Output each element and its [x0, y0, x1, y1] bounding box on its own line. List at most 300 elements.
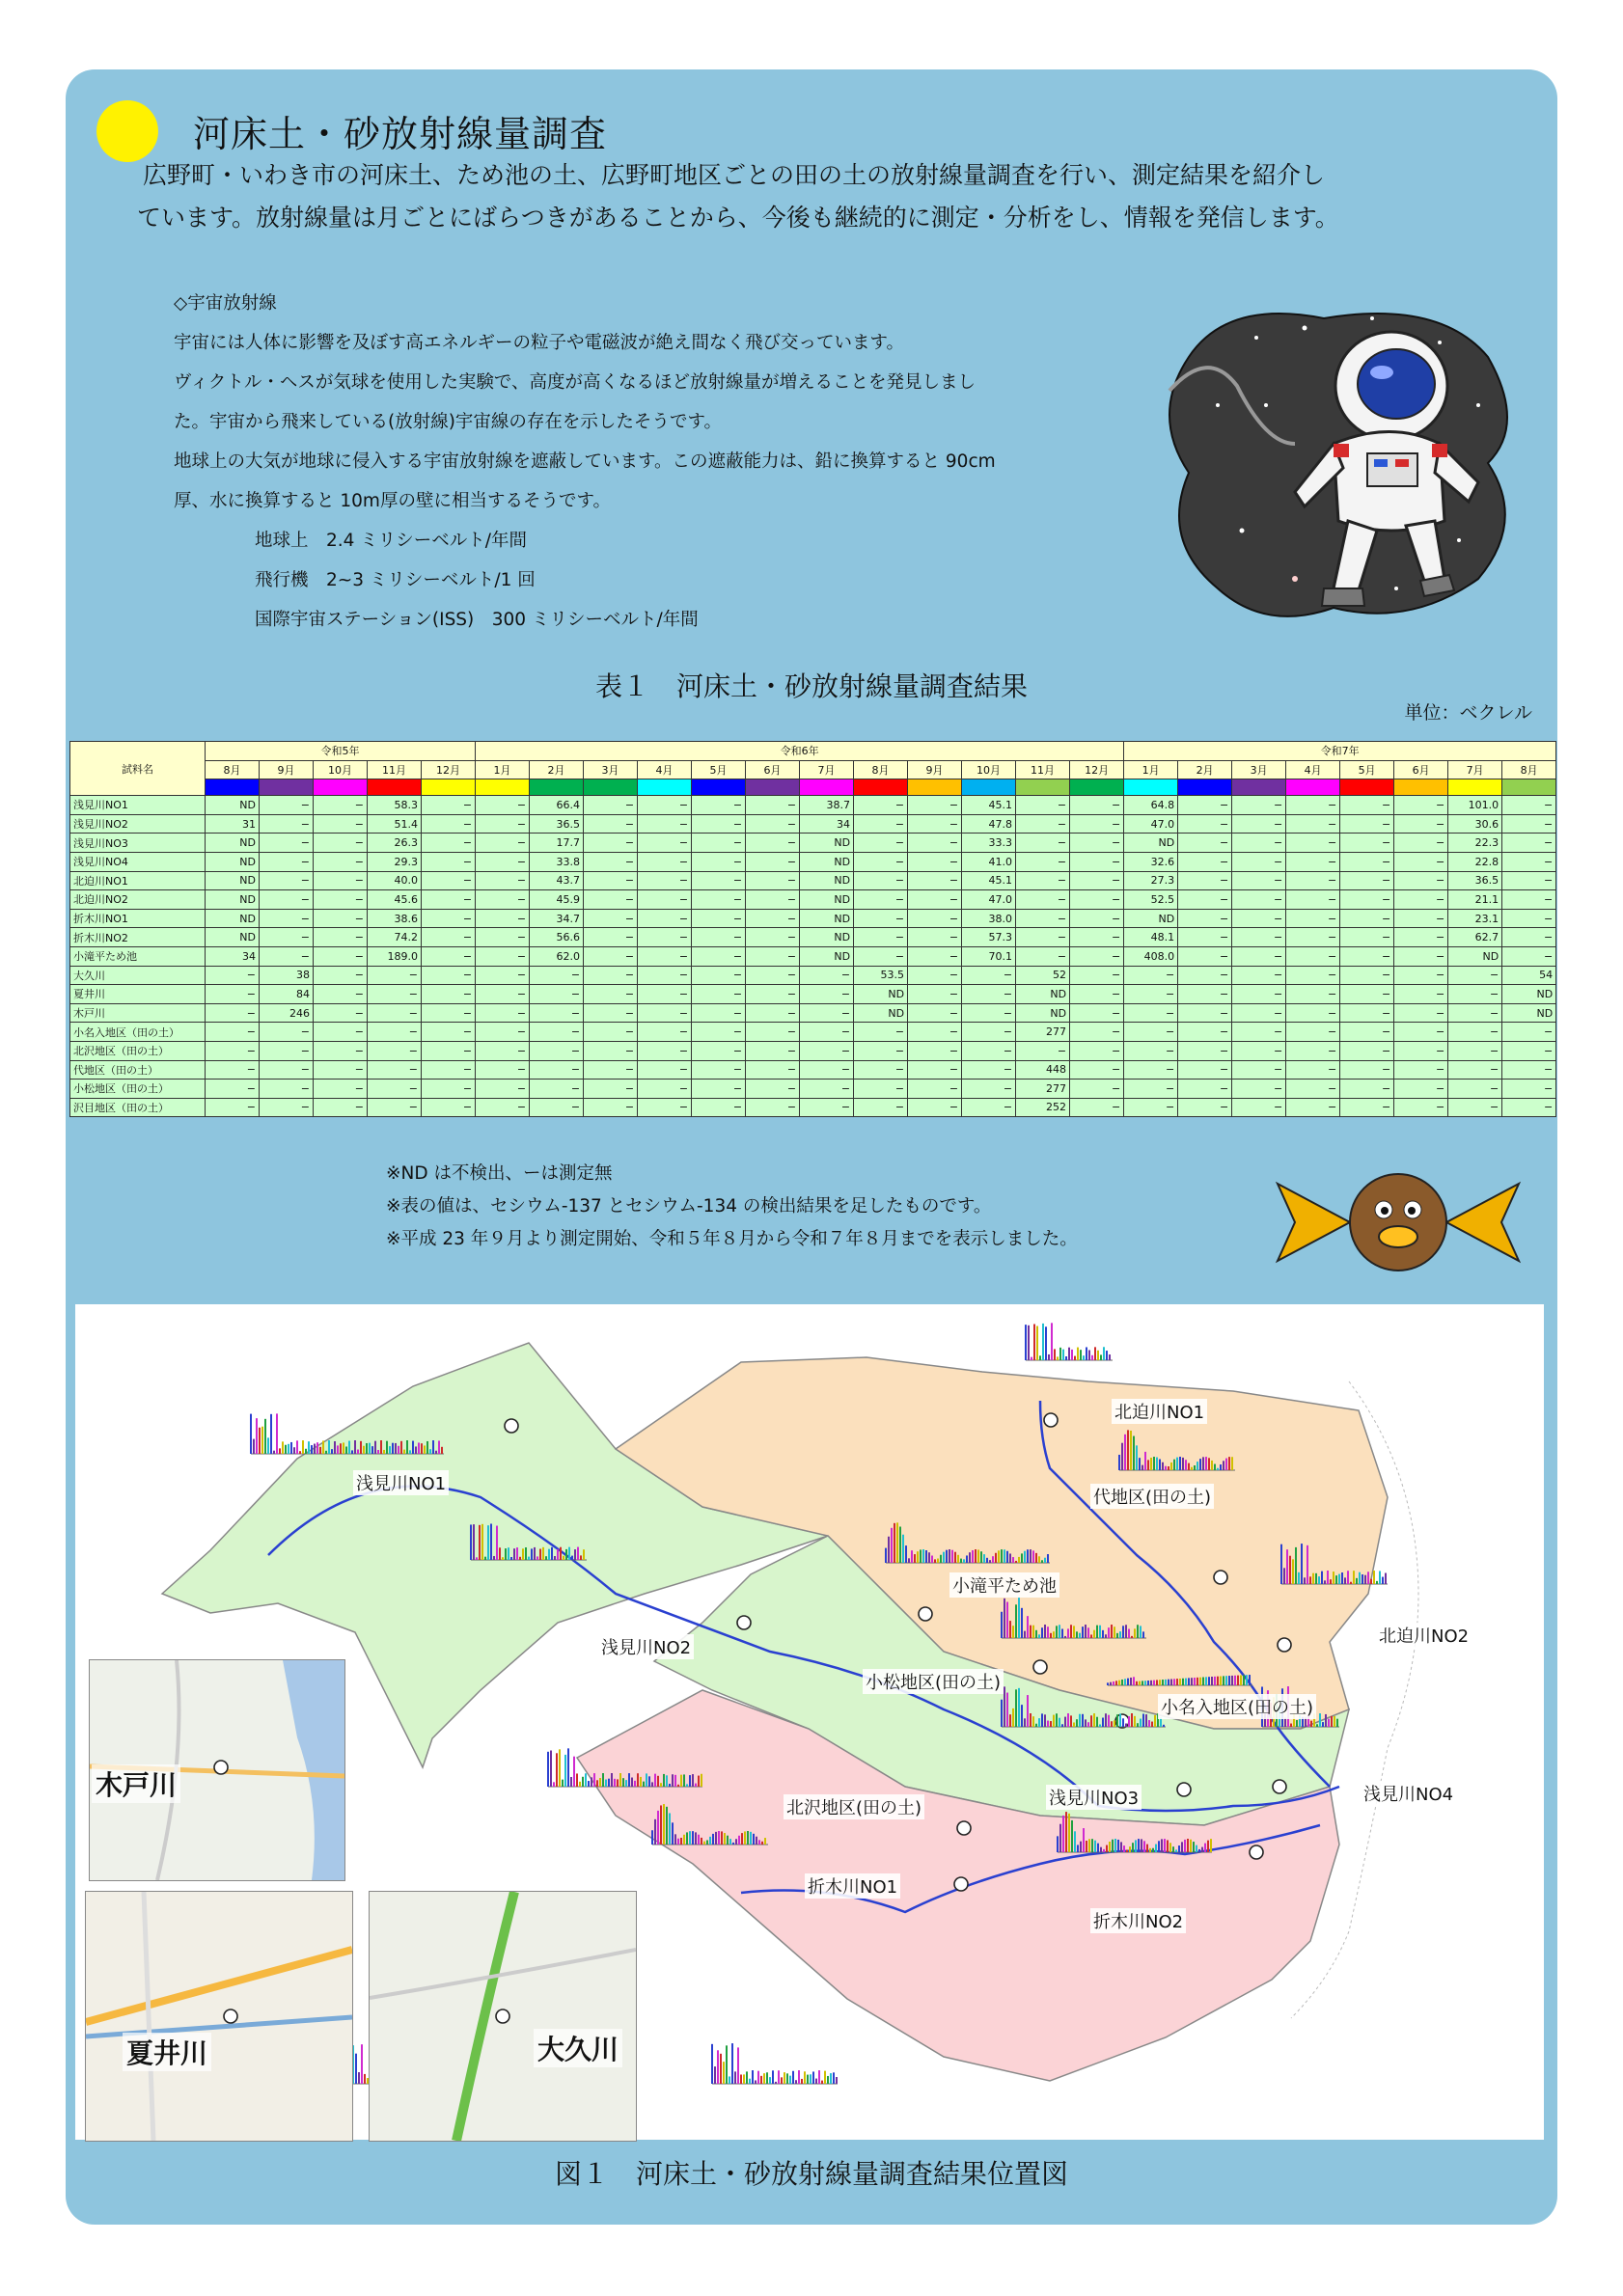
value-cell: − — [476, 1098, 530, 1117]
value-cell: − — [1394, 814, 1448, 834]
value-cell: − — [962, 1080, 1016, 1099]
sample-name: 北迫川NO1 — [70, 871, 206, 890]
month-header: 5月 — [1340, 760, 1394, 779]
value-cell: − — [638, 834, 692, 853]
color-swatch — [314, 779, 368, 796]
value-cell: − — [1232, 871, 1286, 890]
value-cell: − — [1502, 852, 1556, 871]
value-cell: − — [1394, 1041, 1448, 1060]
value-cell: − — [638, 928, 692, 947]
sample-name: 浅見川NO2 — [70, 814, 206, 834]
color-swatch — [476, 779, 530, 796]
value-cell: − — [206, 985, 260, 1004]
value-cell: 277 — [1016, 1080, 1070, 1099]
value-cell: − — [260, 946, 314, 966]
value-cell: − — [908, 966, 962, 985]
value-cell: − — [584, 966, 638, 985]
figure-caption: 図１ 河床土・砂放射線量調査結果位置図 — [554, 2158, 1068, 2190]
month-header: 11月 — [1016, 760, 1070, 779]
value-cell: − — [1448, 1060, 1502, 1080]
value-cell: 54 — [1502, 966, 1556, 985]
value-cell: − — [800, 1098, 854, 1117]
value-cell: − — [1016, 890, 1070, 910]
month-header: 11月 — [368, 760, 422, 779]
month-header: 3月 — [1232, 760, 1286, 779]
value-cell: 33.8 — [530, 852, 584, 871]
value-cell: − — [908, 1060, 962, 1080]
value-cell: − — [1502, 1080, 1556, 1099]
value-cell: − — [692, 852, 746, 871]
value-cell: − — [1448, 1098, 1502, 1117]
value-cell: − — [1394, 909, 1448, 928]
value-cell: − — [260, 834, 314, 853]
value-cell: − — [1178, 1041, 1232, 1060]
value-cell: 23.1 — [1448, 909, 1502, 928]
year-header: 令和5年 — [206, 742, 476, 761]
value-cell: − — [1340, 966, 1394, 985]
value-cell: − — [1070, 834, 1124, 853]
value-cell: − — [1286, 852, 1340, 871]
value-cell: − — [746, 1060, 800, 1080]
color-swatch — [638, 779, 692, 796]
map-label: 折木川NO2 — [1090, 1908, 1186, 1933]
value-cell: 47.8 — [962, 814, 1016, 834]
value-cell: − — [638, 871, 692, 890]
value-cell: − — [746, 852, 800, 871]
value-cell: − — [1340, 1060, 1394, 1080]
value-cell: ND — [800, 890, 854, 910]
map-label: 浅見川NO2 — [598, 1634, 694, 1659]
value-cell: − — [314, 796, 368, 815]
value-cell: − — [800, 1023, 854, 1042]
value-cell: − — [692, 1003, 746, 1023]
map-label: 浅見川NO3 — [1046, 1785, 1142, 1810]
results-table — [69, 741, 1556, 1117]
month-header: 12月 — [1070, 760, 1124, 779]
value-cell: − — [1394, 1080, 1448, 1099]
text-line: た。宇宙から飛来している(放射線)宇宙線の存在を示したそうです。 — [174, 412, 722, 432]
value-cell: − — [422, 796, 476, 815]
sample-name-header: 試料名 — [70, 742, 206, 796]
color-swatch — [422, 779, 476, 796]
value-cell: − — [854, 1098, 908, 1117]
value-cell: − — [1394, 834, 1448, 853]
value-cell: 36.5 — [1448, 871, 1502, 890]
color-swatch — [1394, 779, 1448, 796]
value-cell: − — [1178, 1023, 1232, 1042]
value-cell: − — [908, 871, 962, 890]
value-cell: 62.0 — [530, 946, 584, 966]
value-cell: − — [854, 852, 908, 871]
value-cell: − — [314, 814, 368, 834]
value-cell: − — [854, 796, 908, 815]
value-cell: − — [638, 814, 692, 834]
color-swatch — [800, 779, 854, 796]
value-cell: − — [1232, 814, 1286, 834]
value-cell: − — [476, 1060, 530, 1080]
value-cell: ND — [800, 928, 854, 947]
value-cell: − — [1286, 871, 1340, 890]
value-cell: − — [908, 946, 962, 966]
value-cell: − — [1286, 928, 1340, 947]
value-cell: ND — [800, 909, 854, 928]
value-cell: − — [422, 1003, 476, 1023]
value-cell: − — [368, 985, 422, 1004]
value-cell: − — [206, 1098, 260, 1117]
text-line: 宇宙には人体に影響を及ぼす高エネルギーの粒子や電磁波が絶え間なく飛び交っています。 — [174, 333, 905, 353]
value-cell: − — [1232, 928, 1286, 947]
value-cell: 41.0 — [962, 852, 1016, 871]
value-cell: − — [1124, 966, 1178, 985]
value-cell: 45.1 — [962, 796, 1016, 815]
month-header: 1月 — [1124, 760, 1178, 779]
value-cell: − — [1070, 985, 1124, 1004]
value-cell: − — [1070, 1023, 1124, 1042]
value-cell: − — [206, 1041, 260, 1060]
value-cell: − — [1178, 1080, 1232, 1099]
value-cell: − — [1178, 890, 1232, 910]
sample-name: 北迫川NO2 — [70, 890, 206, 910]
value-cell: − — [746, 1003, 800, 1023]
value-cell: − — [692, 1060, 746, 1080]
value-cell: − — [746, 890, 800, 910]
value-cell: − — [854, 871, 908, 890]
value-cell: − — [422, 890, 476, 910]
color-swatch — [746, 779, 800, 796]
map-label: 折木川NO1 — [805, 1873, 900, 1899]
value-cell: − — [746, 1098, 800, 1117]
map-label: 小松地区(田の土) — [863, 1669, 1004, 1694]
value-cell: − — [1286, 890, 1340, 910]
value-cell: − — [692, 1080, 746, 1099]
unit-label: 単位：ベクレル — [1404, 702, 1532, 724]
value-cell: − — [908, 1041, 962, 1060]
month-header: 8月 — [854, 760, 908, 779]
value-cell: 27.3 — [1124, 871, 1178, 890]
value-cell: − — [638, 890, 692, 910]
value-cell: − — [314, 871, 368, 890]
value-cell: − — [1232, 985, 1286, 1004]
month-header: 4月 — [1286, 760, 1340, 779]
value-cell: ND — [206, 871, 260, 890]
month-header: 12月 — [422, 760, 476, 779]
month-header: 4月 — [638, 760, 692, 779]
value-cell: − — [1070, 1080, 1124, 1099]
value-cell: − — [1394, 946, 1448, 966]
value-cell: 36.5 — [530, 814, 584, 834]
value-cell: − — [1070, 946, 1124, 966]
value-cell: − — [908, 890, 962, 910]
value-cell: − — [1016, 1041, 1070, 1060]
location-map — [75, 1304, 1544, 2140]
month-header: 10月 — [314, 760, 368, 779]
value-cell: − — [1070, 871, 1124, 890]
value-cell: − — [1070, 928, 1124, 947]
value-cell: − — [476, 946, 530, 966]
value-cell: − — [1232, 834, 1286, 853]
value-cell: 64.8 — [1124, 796, 1178, 815]
value-cell: − — [1016, 871, 1070, 890]
value-cell: − — [1502, 909, 1556, 928]
value-cell: − — [530, 1041, 584, 1060]
value-cell: 34 — [206, 946, 260, 966]
value-cell: − — [476, 871, 530, 890]
value-cell: − — [1016, 946, 1070, 966]
value-cell: − — [476, 1041, 530, 1060]
color-swatch — [1178, 779, 1232, 796]
table-row — [70, 890, 1556, 910]
intro-line: ています。放射線量は月ごとにばらつきがあることから、今後も継続的に測定・分析をし、情報を発信します。 — [137, 204, 1339, 232]
value-cell: − — [422, 834, 476, 853]
sample-name: 大久川 — [70, 966, 206, 985]
value-cell: − — [800, 1080, 854, 1099]
value-cell: − — [962, 1041, 1016, 1060]
value-cell: − — [1340, 796, 1394, 815]
sample-name: 浅見川NO4 — [70, 852, 206, 871]
value-cell: ND — [1016, 1003, 1070, 1023]
color-key-row — [70, 779, 1556, 796]
value-cell: − — [638, 1060, 692, 1080]
value-cell: − — [1394, 1060, 1448, 1080]
value-cell: − — [1394, 985, 1448, 1004]
table-row — [70, 1080, 1556, 1099]
month-header: 2月 — [1178, 760, 1232, 779]
value-cell: ND — [206, 928, 260, 947]
value-cell: 30.6 — [1448, 814, 1502, 834]
value-cell: − — [530, 1098, 584, 1117]
cosmic-radiation-section — [174, 284, 1100, 640]
value-cell: − — [908, 1098, 962, 1117]
value-cell: − — [638, 1003, 692, 1023]
value-cell: 47.0 — [1124, 814, 1178, 834]
map-label: 北迫川NO2 — [1376, 1623, 1472, 1648]
month-header: 6月 — [1394, 760, 1448, 779]
value-cell: − — [1502, 928, 1556, 947]
value-cell: − — [1340, 928, 1394, 947]
value-cell: ND — [800, 871, 854, 890]
value-cell: − — [908, 796, 962, 815]
value-cell: 26.3 — [368, 834, 422, 853]
inset-graphic — [370, 1892, 636, 2141]
text-line: 厚、水に換算すると 10m厚の壁に相当するそうです。 — [174, 491, 611, 511]
value-cell: − — [1124, 1098, 1178, 1117]
value-cell: − — [584, 909, 638, 928]
color-swatch — [1340, 779, 1394, 796]
value-cell: ND — [1124, 834, 1178, 853]
value-cell: − — [800, 1041, 854, 1060]
value-cell: − — [908, 834, 962, 853]
value-cell: − — [692, 834, 746, 853]
value-cell: − — [314, 852, 368, 871]
map-label: 浅見川NO4 — [1361, 1781, 1456, 1806]
value-cell: − — [1070, 966, 1124, 985]
value-cell: − — [1340, 909, 1394, 928]
value-cell: 53.5 — [854, 966, 908, 985]
value-cell: − — [1340, 946, 1394, 966]
value-cell: − — [1232, 1080, 1286, 1099]
color-swatch — [584, 779, 638, 796]
value-cell: − — [1016, 852, 1070, 871]
value-cell: 34.7 — [530, 909, 584, 928]
value-cell: − — [314, 1023, 368, 1042]
value-cell: − — [260, 909, 314, 928]
value-cell: − — [1124, 985, 1178, 1004]
value-cell: 29.3 — [368, 852, 422, 871]
month-header: 8月 — [206, 760, 260, 779]
value-cell: − — [1124, 1023, 1178, 1042]
color-swatch — [962, 779, 1016, 796]
value-cell: − — [530, 1003, 584, 1023]
year-header: 令和7年 — [1124, 742, 1556, 761]
value-cell: − — [962, 985, 1016, 1004]
value-cell: − — [746, 1023, 800, 1042]
value-cell: − — [1178, 1003, 1232, 1023]
value-cell: − — [1070, 1060, 1124, 1080]
color-swatch — [854, 779, 908, 796]
value-cell: − — [206, 966, 260, 985]
value-cell: ND — [206, 852, 260, 871]
value-cell: − — [206, 1080, 260, 1099]
value-cell: − — [1286, 1080, 1340, 1099]
value-cell: − — [260, 852, 314, 871]
value-cell: − — [584, 946, 638, 966]
value-cell: − — [854, 814, 908, 834]
intro-text — [137, 154, 1513, 239]
value-cell: − — [584, 814, 638, 834]
value-cell: − — [1502, 1023, 1556, 1042]
value-cell: − — [908, 1003, 962, 1023]
value-cell: − — [584, 1041, 638, 1060]
value-cell: 277 — [1016, 1023, 1070, 1042]
value-cell: − — [1340, 985, 1394, 1004]
value-cell: 45.6 — [368, 890, 422, 910]
sample-name: 折木川NO1 — [70, 909, 206, 928]
value-cell: − — [476, 1023, 530, 1042]
value-cell: − — [908, 985, 962, 1004]
value-cell: − — [1448, 985, 1502, 1004]
value-cell: 32.6 — [1124, 852, 1178, 871]
month-header: 7月 — [1448, 760, 1502, 779]
value-cell: − — [1232, 946, 1286, 966]
value-cell: − — [260, 1041, 314, 1060]
value-cell: − — [368, 1023, 422, 1042]
value-cell: 57.3 — [962, 928, 1016, 947]
value-cell: 43.7 — [530, 871, 584, 890]
value-cell: 22.8 — [1448, 852, 1502, 871]
value-cell: − — [1232, 909, 1286, 928]
value-cell: − — [476, 1003, 530, 1023]
value-cell: − — [1070, 852, 1124, 871]
value-cell: − — [854, 1080, 908, 1099]
value-cell: − — [314, 1080, 368, 1099]
value-cell: − — [314, 909, 368, 928]
value-cell: 56.6 — [530, 928, 584, 947]
value-cell: − — [476, 814, 530, 834]
value-cell: − — [1448, 966, 1502, 985]
color-swatch — [260, 779, 314, 796]
value-cell: ND — [206, 834, 260, 853]
value-cell: − — [1124, 1041, 1178, 1060]
table-row — [70, 1041, 1556, 1060]
sample-name: 浅見川NO3 — [70, 834, 206, 853]
value-cell: − — [314, 1098, 368, 1117]
month-header: 6月 — [746, 760, 800, 779]
value-cell: 74.2 — [368, 928, 422, 947]
value-cell: − — [1178, 852, 1232, 871]
color-swatch — [206, 779, 260, 796]
value-cell: ND — [1448, 946, 1502, 966]
sample-name: 小名入地区（田の土） — [70, 1023, 206, 1042]
value-cell: 58.3 — [368, 796, 422, 815]
value-cell: − — [962, 1098, 1016, 1117]
month-header: 1月 — [476, 760, 530, 779]
page-title: 河床土・砂放射線量調査 — [193, 113, 608, 155]
value-cell: − — [476, 966, 530, 985]
value-cell: − — [1232, 966, 1286, 985]
table-row — [70, 946, 1556, 966]
value-cell: − — [584, 796, 638, 815]
value-cell: 38 — [260, 966, 314, 985]
value-cell: − — [422, 852, 476, 871]
value-cell: − — [476, 1080, 530, 1099]
value-cell: − — [1070, 890, 1124, 910]
month-header: 5月 — [692, 760, 746, 779]
value-cell: − — [314, 928, 368, 947]
value-cell: ND — [1502, 1003, 1556, 1023]
value-cell: − — [1340, 852, 1394, 871]
value-cell: − — [962, 1003, 1016, 1023]
value-cell: − — [1394, 966, 1448, 985]
value-cell: 45.9 — [530, 890, 584, 910]
sample-name: 代地区（田の土） — [70, 1060, 206, 1080]
value-cell: − — [1502, 1041, 1556, 1060]
value-cell: − — [314, 946, 368, 966]
value-cell: − — [260, 1098, 314, 1117]
table-row — [70, 966, 1556, 985]
value-cell: − — [692, 814, 746, 834]
value-cell: − — [584, 871, 638, 890]
value-cell: 101.0 — [1448, 796, 1502, 815]
color-swatch — [1448, 779, 1502, 796]
table-row — [70, 928, 1556, 947]
value-cell: − — [1232, 796, 1286, 815]
color-swatch — [908, 779, 962, 796]
color-swatch — [1070, 779, 1124, 796]
value-cell: − — [746, 928, 800, 947]
table-row — [70, 796, 1556, 815]
value-cell: − — [1286, 909, 1340, 928]
value-cell: − — [638, 1041, 692, 1060]
value-cell: − — [1394, 796, 1448, 815]
value-cell: − — [368, 1060, 422, 1080]
value-cell: − — [1178, 834, 1232, 853]
value-cell: ND — [206, 796, 260, 815]
value-cell: − — [422, 1060, 476, 1080]
map-label: 北沢地区(田の土) — [784, 1794, 924, 1819]
value-cell: − — [1016, 928, 1070, 947]
value-cell: − — [1340, 1080, 1394, 1099]
value-cell: − — [1232, 1003, 1286, 1023]
value-cell: − — [692, 1041, 746, 1060]
sample-name: 折木川NO2 — [70, 928, 206, 947]
value-cell: − — [854, 1041, 908, 1060]
value-cell: − — [476, 890, 530, 910]
value-cell: − — [1502, 796, 1556, 815]
value-cell: − — [962, 966, 1016, 985]
value-cell: − — [1394, 1098, 1448, 1117]
value-cell: − — [1448, 1041, 1502, 1060]
value-cell: − — [1286, 1023, 1340, 1042]
